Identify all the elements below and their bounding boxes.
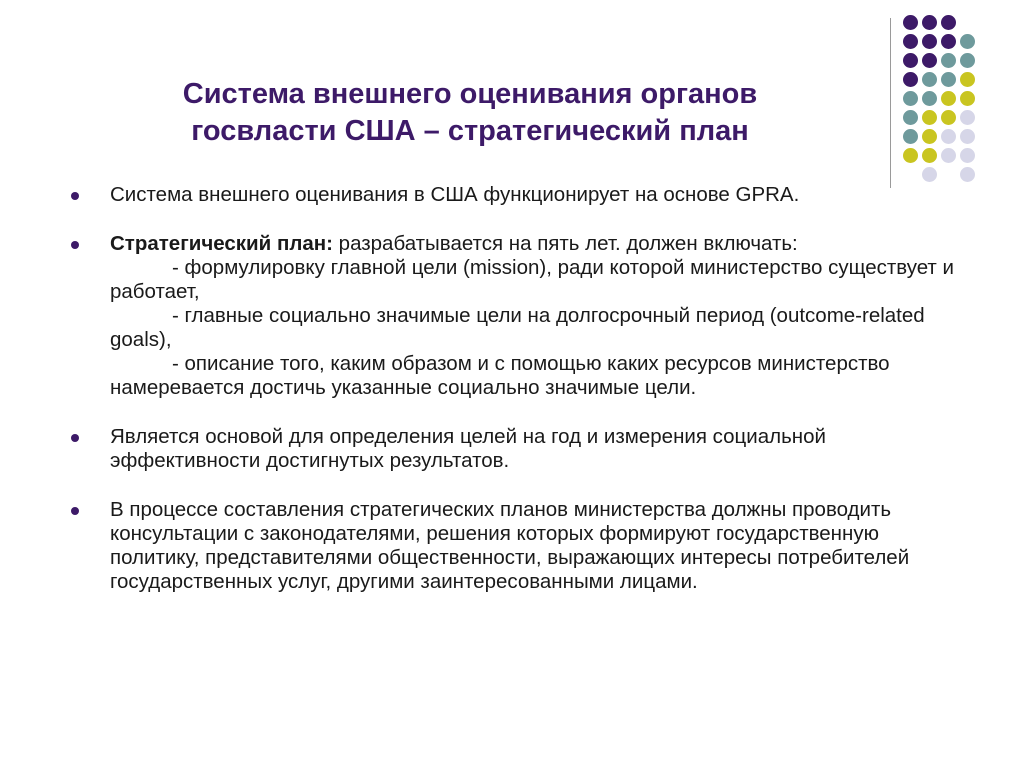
- decorative-dot: [922, 167, 937, 182]
- decorative-dot: [941, 53, 956, 68]
- bullet-text: разрабатывается на пять лет. должен включать:: [332, 232, 798, 255]
- decorative-divider: [890, 18, 891, 188]
- bullet-text: Система внешнего оценивания в США функционирует на основе GPRA.: [110, 183, 800, 206]
- decorative-dot: [903, 148, 918, 163]
- bullet-item-gpra: [68, 183, 973, 207]
- bullet-text: В процессе составления стратегических планов министерства должны проводить консультации с законодателями, решения которых формируют государственную политику, представителями общественности, выражающих интересы потребителей государственных услуг, другими заинтересованными лицами.: [110, 498, 910, 593]
- decorative-dot: [922, 91, 937, 106]
- decorative-dot: [941, 15, 956, 30]
- decorative-dot: [903, 53, 918, 68]
- decorative-dot: [941, 34, 956, 49]
- decorative-dot: [960, 91, 975, 106]
- bullet-text: Является основой для определения целей на год и измерения социальной эффективности достигнутых результатов.: [110, 425, 826, 472]
- bullet-marker-icon: [71, 434, 79, 442]
- decorative-dot: [941, 148, 956, 163]
- decorative-dot: [960, 167, 975, 182]
- decorative-dot: [903, 72, 918, 87]
- decorative-dot: [922, 15, 937, 30]
- decorative-dot: [960, 72, 975, 87]
- bullet-marker-icon: [71, 192, 79, 200]
- sub-item-resources: - описание того, каким образом и с помощью каких ресурсов министерство намеревается достичь указанные социально значимые цели.: [110, 352, 890, 399]
- decorative-dot: [960, 110, 975, 125]
- bullet-item-basis: [68, 425, 973, 473]
- bullet-bold-label: Стратегический план:: [110, 232, 333, 255]
- decorative-dot: [903, 91, 918, 106]
- decorative-dot: [941, 72, 956, 87]
- bullet-marker-icon: [71, 507, 79, 515]
- decorative-dot: [922, 129, 937, 144]
- title-line-2: госвласти США – стратегический план: [191, 115, 749, 147]
- decorative-dot: [922, 72, 937, 87]
- decorative-dot: [960, 148, 975, 163]
- decorative-dot: [922, 148, 937, 163]
- decorative-dot: [960, 129, 975, 144]
- sub-item-goals: - главные социально значимые цели на долгосрочный период (outcome-related goals),: [110, 304, 925, 351]
- decorative-dot: [922, 34, 937, 49]
- sub-item-mission: - формулировку главной цели (mission), ради которой министерство существует и работает,: [110, 256, 954, 303]
- slide-title: [100, 76, 840, 150]
- decorative-dot: [941, 91, 956, 106]
- bullet-item-strategic-plan: [68, 232, 973, 400]
- title-line-1: Система внешнего оценивания органов: [182, 78, 758, 110]
- bullet-item-consultations: [68, 498, 973, 594]
- slide-content: [68, 183, 973, 594]
- bullet-marker-icon: [71, 241, 79, 249]
- decorative-dot: [960, 53, 975, 68]
- decorative-dot: [960, 34, 975, 49]
- decorative-dot: [922, 110, 937, 125]
- decorative-dot: [903, 15, 918, 30]
- decorative-dot-grid: [903, 15, 1013, 165]
- decorative-dot: [903, 110, 918, 125]
- decorative-dot: [941, 129, 956, 144]
- decorative-dot: [903, 34, 918, 49]
- decorative-dot: [941, 110, 956, 125]
- decorative-dot: [903, 129, 918, 144]
- decorative-dot: [922, 53, 937, 68]
